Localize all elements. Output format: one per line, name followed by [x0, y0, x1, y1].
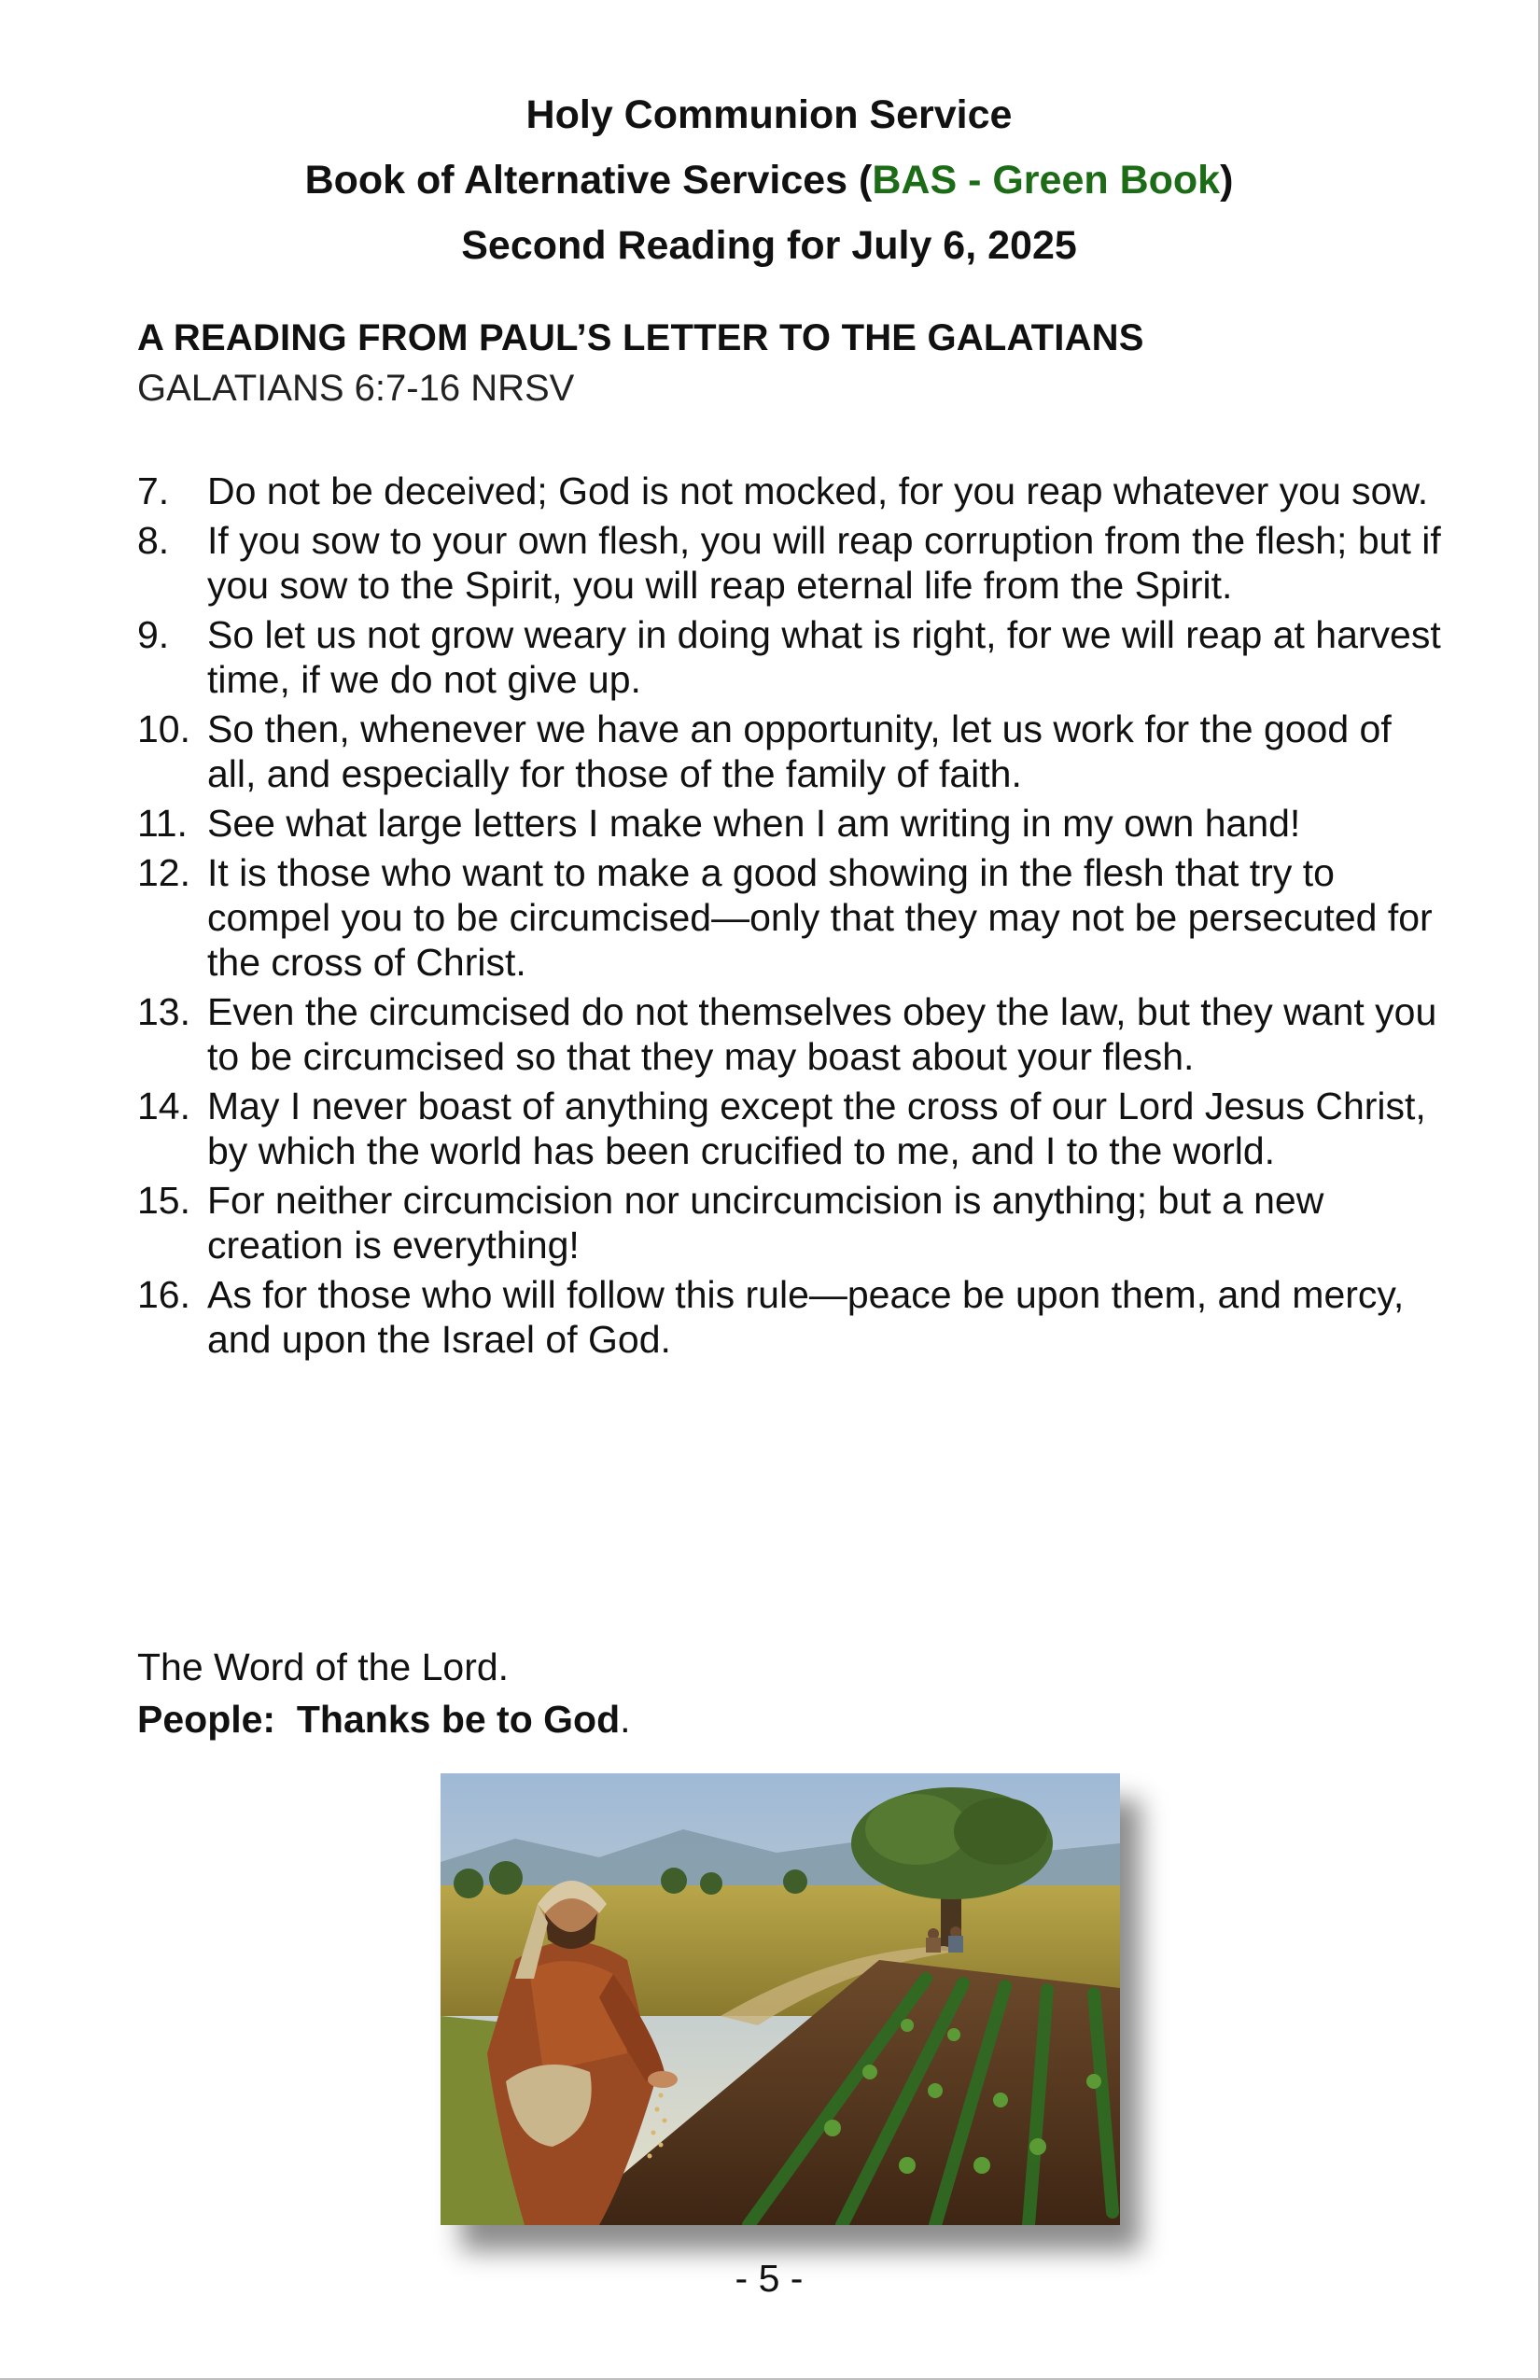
verse-number: 11. — [137, 802, 188, 845]
people-label: People: — [137, 1698, 276, 1741]
people-response-line — [137, 1693, 631, 1745]
reading-date-title: Second Reading for July 6, 2025 — [461, 223, 1077, 268]
verse-text: So then, whenever we have an opportunity, let us work for the good of all, and especially for those of the family of faith. — [207, 707, 1392, 795]
book-title-suffix: ) — [1220, 158, 1234, 203]
page-number: - 5 - — [735, 2257, 804, 2300]
verse-list — [137, 469, 1444, 1366]
verse-item — [137, 989, 1444, 1079]
word-of-the-lord: The Word of the Lord. — [137, 1645, 510, 1688]
page-header — [0, 82, 1538, 278]
verse-text: If you sow to your own flesh, you will reap corruption from the flesh; but if you sow to the Spirit, you will reap eternal life from the Spirit. — [207, 519, 1441, 607]
verse-number: 16. — [137, 1273, 190, 1316]
sower-illustration — [441, 1773, 1120, 2225]
verse-number: 13. — [137, 990, 190, 1033]
closing-block — [137, 1641, 631, 1745]
reading-title: A READING FROM PAUL’S LETTER TO THE GALATIANS — [137, 317, 1144, 358]
service-title: Holy Communion Service — [525, 92, 1013, 137]
verse-item — [137, 1272, 1444, 1362]
verse-item — [137, 1084, 1444, 1173]
reading-reference: GALATIANS 6:7-16 NRSV — [137, 368, 575, 409]
verse-text: Even the circumcised do not themselves obey the law, but they want you to be circumcised so that they may boast about your flesh. — [207, 990, 1437, 1078]
book-title-prefix: Book of Alternative Services ( — [304, 158, 873, 203]
verse-text: It is those who want to make a good showing in the flesh that try to compel you to be circumcised—only that they may not be persecuted for the cross of Christ. — [207, 851, 1433, 984]
verse-item — [137, 518, 1444, 608]
verse-number: 10. — [137, 707, 190, 750]
verse-number: 12. — [137, 851, 190, 894]
verse-text: As for those who will follow this rule—peace be upon them, and mercy, and upon the Israel of God. — [207, 1273, 1405, 1361]
verse-item — [137, 469, 1444, 513]
verse-item — [137, 707, 1444, 796]
verse-text: See what large letters I make when I am writing in my own hand! — [207, 802, 1301, 845]
verse-item — [137, 850, 1444, 985]
verse-item — [137, 801, 1444, 846]
verse-number: 15. — [137, 1179, 190, 1222]
verse-number: 14. — [137, 1085, 190, 1127]
verse-item — [137, 612, 1444, 702]
verse-item — [137, 1178, 1444, 1267]
verse-text: So let us not grow weary in doing what is right, for we will reap at harvest time, if we do not give up. — [207, 613, 1441, 701]
verse-text: May I never boast of anything except the cross of our Lord Jesus Christ, by which the world has been crucified to me, and I to the world. — [207, 1085, 1426, 1172]
response-period: . — [620, 1698, 631, 1741]
book-title — [0, 147, 1538, 213]
verse-number: 8. — [137, 519, 170, 562]
verse-text: Do not be deceived; God is not mocked, for you reap whatever you sow. — [207, 469, 1429, 512]
verse-number: 9. — [137, 613, 170, 656]
people-response: Thanks be to God — [296, 1698, 621, 1741]
verse-number: 7. — [137, 469, 170, 512]
verse-text: For neither circumcision nor uncircumcision is anything; but a new creation is everything! — [207, 1179, 1324, 1267]
book-title-green: BAS - Green Book — [872, 158, 1221, 203]
